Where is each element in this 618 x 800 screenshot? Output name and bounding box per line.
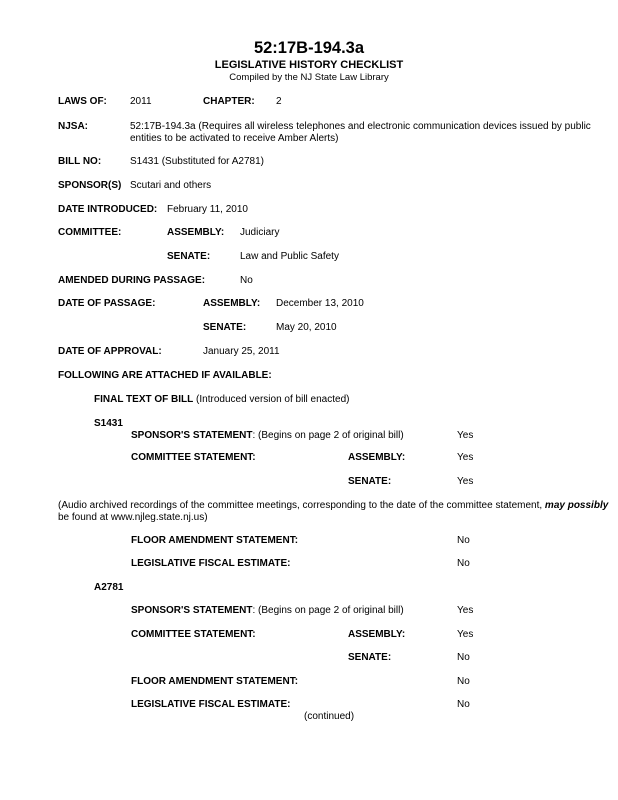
document-title: LEGISLATIVE HISTORY CHECKLIST	[214, 59, 404, 71]
chapter-label: CHAPTER:	[203, 96, 255, 107]
a2781-fiscal-value: No	[457, 699, 470, 710]
audio-note-line-2: be found at www.njleg.state.nj.us)	[58, 512, 208, 523]
amended-label: AMENDED DURING PASSAGE:	[58, 275, 206, 286]
compiled-by: Compiled by the NJ State Law Library	[229, 72, 389, 83]
s1431-assembly-label: ASSEMBLY:	[348, 452, 406, 463]
final-text-note: (Introduced version of bill enacted)	[193, 394, 350, 405]
a2781-sponsor-note: : (Begins on page 2 of original bill)	[252, 605, 404, 616]
s1431-senate-label: SENATE:	[348, 476, 392, 487]
final-text-label: FINAL TEXT OF BILL	[94, 394, 194, 405]
a2781-committee-label: COMMITTEE STATEMENT:	[131, 629, 256, 640]
committee-senate-value: Law and Public Safety	[240, 251, 339, 262]
bill-no-label: BILL NO:	[58, 156, 102, 167]
passage-senate-label: SENATE:	[203, 322, 247, 333]
s1431-committee-label: COMMITTEE STATEMENT:	[131, 452, 256, 463]
a2781-senate-value: No	[457, 652, 470, 663]
passage-senate-value: May 20, 2010	[276, 322, 337, 333]
njsa-label: NJSA:	[58, 121, 89, 132]
bill-no-value: S1431 (Substituted for A2781)	[130, 156, 264, 167]
njsa-line-1: 52:17B-194.3a (Requires all wireless telephones and electronic communication devices issued by public	[130, 121, 591, 132]
sponsors-value: Scutari and others	[130, 180, 212, 191]
committee-label: COMMITTEE:	[58, 227, 122, 238]
s1431-sponsor-label: SPONSOR'S STATEMENT	[131, 430, 253, 441]
a2781-fiscal-label: LEGISLATIVE FISCAL ESTIMATE:	[131, 699, 291, 710]
a2781-sponsor-row	[131, 605, 404, 617]
date-introduced-value: February 11, 2010	[167, 204, 248, 215]
s1431-sponsor-note: : (Begins on page 2 of original bill)	[252, 430, 404, 441]
a2781-assembly-label: ASSEMBLY:	[348, 629, 406, 640]
amended-value: No	[240, 275, 253, 286]
a2781-floor-label: FLOOR AMENDMENT STATEMENT:	[131, 676, 299, 687]
a2781-floor-value: No	[457, 676, 470, 687]
audio-note-line-1	[58, 500, 608, 512]
s1431-floor-value: No	[457, 535, 470, 546]
a2781-senate-label: SENATE:	[348, 652, 392, 663]
sponsors-label: SPONSOR(S)	[58, 180, 122, 191]
laws-of-value: 2011	[130, 96, 152, 107]
s1431-fiscal-value: No	[457, 558, 470, 569]
date-of-passage-label: DATE OF PASSAGE:	[58, 298, 156, 309]
s1431-sponsor-row	[131, 430, 404, 442]
audio-note-emphasis: may possibly	[544, 500, 609, 511]
chapter-value: 2	[276, 96, 282, 107]
a2781-assembly-value: Yes	[457, 629, 474, 640]
date-of-approval-label: DATE OF APPROVAL:	[58, 346, 162, 357]
committee-assembly-label: ASSEMBLY:	[167, 227, 225, 238]
date-of-approval-value: January 25, 2011	[203, 346, 280, 357]
a2781-bill-label: A2781	[94, 582, 124, 593]
s1431-senate-value: Yes	[457, 476, 474, 487]
s1431-fiscal-label: LEGISLATIVE FISCAL ESTIMATE:	[131, 558, 291, 569]
a2781-sponsor-value: Yes	[457, 605, 474, 616]
laws-of-label: LAWS OF:	[58, 96, 107, 107]
committee-assembly-value: Judiciary	[240, 227, 280, 238]
continued-note: (continued)	[304, 711, 355, 722]
passage-assembly-label: ASSEMBLY:	[203, 298, 261, 309]
njsa-line-2: entities to be activated to receive Amber Alerts)	[130, 133, 339, 144]
s1431-bill-label: S1431	[94, 418, 123, 429]
audio-note-text: (Audio archived recordings of the committee meetings, corresponding to the date of the committee statement,	[58, 500, 545, 511]
committee-senate-label: SENATE:	[167, 251, 211, 262]
passage-assembly-value: December 13, 2010	[276, 298, 364, 309]
statute-number: 52:17B-194.3a	[253, 39, 365, 57]
s1431-assembly-value: Yes	[457, 452, 474, 463]
date-introduced-label: DATE INTRODUCED:	[58, 204, 158, 215]
s1431-sponsor-value: Yes	[457, 430, 474, 441]
a2781-sponsor-label: SPONSOR'S STATEMENT	[131, 605, 253, 616]
attached-heading: FOLLOWING ARE ATTACHED IF AVAILABLE:	[58, 370, 272, 381]
final-text-row	[94, 394, 349, 406]
s1431-floor-label: FLOOR AMENDMENT STATEMENT:	[131, 535, 299, 546]
